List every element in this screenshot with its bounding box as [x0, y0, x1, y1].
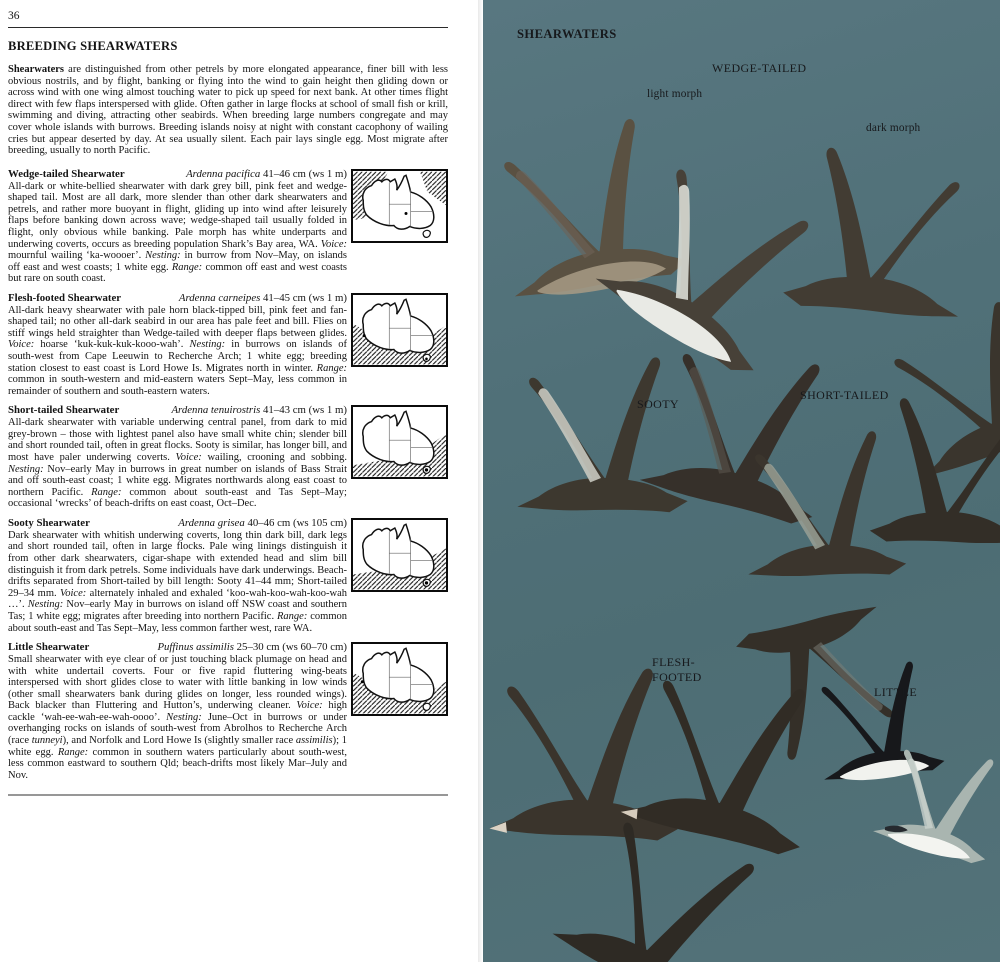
scientific-name: Ardenna grisea: [178, 516, 245, 529]
plate-label-sooty: SOOTY: [637, 397, 680, 411]
species-entry-wedge-tailed: [8, 169, 448, 285]
species-name: Little Shearwater: [8, 641, 90, 654]
page-number: 36: [8, 10, 20, 22]
plate-label-flesh-footed-2: FOOTED: [652, 670, 702, 684]
species-heading: [8, 642, 347, 654]
bird-flesh-footed: [483, 667, 679, 858]
species-name: Sooty Shearwater: [8, 516, 90, 529]
species-size: 40–46 cm (ws 105 cm): [247, 516, 347, 529]
species-description: Small shearwater with eye clear of or just touching black plumage on head and with white undertail coverts. Four or five rapid fluttering wing-beats interspersed with short glides close to water with little banking in low winds (other small shearwaters bank during glides on longer, less rounded wings). Back blacker than Fluttering and Hutton’s, underwing cleaner. Voice: high cackle ‘wah-ee-wah-ee-wah-oooo’. Nesting: June–Oct in burrows or under overhanging rocks on islands of south-west from Abrolhos to Recherche Arch (race tunneyi), and Norfolk and Lord Howe Is (slightly smaller race assimilis); 1 white egg. Range: common in southern waters particularly about south-west, less common eastward to southern Qld; beach-drifts most likely Mar–July and Nov.: [8, 653, 348, 781]
species-size: 41–46 cm (ws 1 m): [263, 167, 347, 180]
species-name: Flesh-footed Shearwater: [8, 291, 122, 304]
species-description: Dark shearwater with whitish underwing coverts, long thin dark bill, dark legs and short rounded tail, often in large flocks. Pale wing linings distinguish it from other dark shearwaters, cigar-shape with extended head and slim bill distinguish it from dark petrels. Some individuals have dark underwings. Beach-drifts separated from Short-tailed by bill length: Sooty 41–44 mm; Short-tailed 29–34 mm. Voice: alternately inhaled and exhaled ‘koo-wah-koo-wah-koo-wah …’. Nesting: Nov–early May in burrows on island off NSW coast and southern Tas; 1 white egg; migrates after breeding into northern Pacific. Range: common about south-east and Tas Sept–May, less common farther west, rare WA.: [8, 529, 347, 634]
species-name: Wedge-tailed Shearwater: [8, 167, 125, 180]
species-size: 25–30 cm (ws 60–70 cm): [236, 641, 347, 654]
plate-label-light-morph: light morph: [647, 88, 703, 100]
species-size: 41–43 cm (ws 1 m): [263, 404, 347, 417]
header-rule: [8, 27, 448, 28]
species-name: Short-tailed Shearwater: [8, 404, 120, 417]
illustration-plate: [483, 0, 1000, 962]
species-description: All-dark or white-bellied shearwater with dark grey bill, pink feet and wedge-shaped tail. Most are all dark, more slender than other dark shearwaters and petrels, and rather more buoyant in flight, gliding up into wind after leisurely flaps before banking down across wave; wedge-shaped tail usually folded in flight, only obvious while banking. Pale morph has white underparts and underwing coverts, occurs as breeding population Shark’s Bay area, WA. Voice: mournful wailing ‘ka-woooer’. Nesting: in burrow from Nov–May, on islands off east and west coasts; 1 white egg. Range: common off east and west coasts but rare on south coast.: [8, 180, 347, 285]
plate-heading: SHEARWATERS: [517, 27, 617, 41]
scientific-name: Ardenna carneipes: [178, 291, 261, 304]
short-tailed-range-map: [351, 405, 448, 479]
plate-label-little: LITTLE: [874, 685, 918, 699]
species-heading: [8, 169, 347, 181]
sooty-range-map: [351, 518, 448, 592]
species-description: All-dark heavy shearwater with pale horn black-tipped bill, pink feet and fan-shaped tail; no other all-dark seabird in our area has pale feet and bill. Flies on stiff wings held straighter than Wedge-tailed with deeper flaps between glides. Voice: hoarse ‘kuk-kuk-kuk-kooo-wah’. Nesting: in burrows on islands of south-west from Cape Leeuwin to Recherche Arch; 1 white egg; breeding station closest to east coast is Lord Howe Is. Migrates north in winter. Range: common in south-western and mid-eastern waters Sept–May, less common in remainder of southern and south-eastern waters.: [8, 304, 347, 397]
species-heading: [8, 518, 347, 530]
species-entry-short-tailed: [8, 405, 448, 510]
plate-label-short-tailed: SHORT-TAILED: [800, 388, 889, 402]
species-size: 41–45 cm (ws 1 m): [263, 291, 347, 304]
scientific-name: Ardenna tenuirostris: [171, 404, 261, 417]
plate-label-dark-morph: dark morph: [866, 122, 921, 134]
text-page: [8, 10, 448, 804]
species-heading: [8, 293, 347, 305]
flesh-footed-range-map: [351, 293, 448, 367]
bird-little-black: [800, 660, 946, 798]
plate-label-wedge-tailed: WEDGE-TAILED: [712, 61, 807, 75]
species-heading: [8, 405, 347, 417]
bird-wedge-tailed-dark-morph: [781, 145, 990, 344]
species-entry-little: [8, 642, 448, 781]
little-range-map: [351, 642, 448, 716]
footer-rule: [8, 794, 448, 796]
bird-sooty: [499, 356, 688, 533]
page-title: BREEDING SHEARWATERS: [8, 39, 178, 53]
species-entry-sooty: [8, 518, 448, 634]
plate-label-flesh-footed-1: FLESH-: [652, 655, 696, 669]
wedge-tailed-range-map: [351, 169, 448, 243]
species-description: All-dark shearwater with variable underwing central panel, from dark to mid grey-brown – those with lightest panel also have small white chin; slender bill and short rounded tail, often in great flocks. Sooty is similar, has longer bill, and most have paler underwing coverts. Voice: wailing, crooning and sobbing. Nesting: Nov–early May in burrows in great number on islands of Bass Strait and off south-east coast; 1 white egg. Migrates northwards along east coast to northern Pacific. Range: common about south-east and Tas Sept–May; occasional ‘wrecks’ of beach-drifts on east coast, Oct–Dec.: [8, 417, 347, 510]
scientific-name: Ardenna pacifica: [186, 167, 261, 180]
plate-artwork: [483, 0, 1000, 962]
species-entry-flesh-footed: [8, 293, 448, 398]
intro-paragraph: Shearwaters are distinguished from other petrels by more elongated appearance, finer bill with less obvious nostrils, and by flight, banking or flying into the wind to gain height then gliding down or across wind with one wing almost touching water to pick up speed for next bank. At other times flight direct with few flaps interspersed with glide. Often gather in large flocks at school of small fish or krill, swimming and diving, attracting other seabirds. When breeding large numbers congregate and may cover whole islands with burrows. Breeding islands noisy at night with constant cacophony of wailing cries but appear deserted by day. At sea usually silent. Each pair lays single egg. Most migrate after breeding, usually to north Pacific.: [8, 64, 448, 157]
scientific-name: Puffinus assimilis: [157, 641, 234, 654]
